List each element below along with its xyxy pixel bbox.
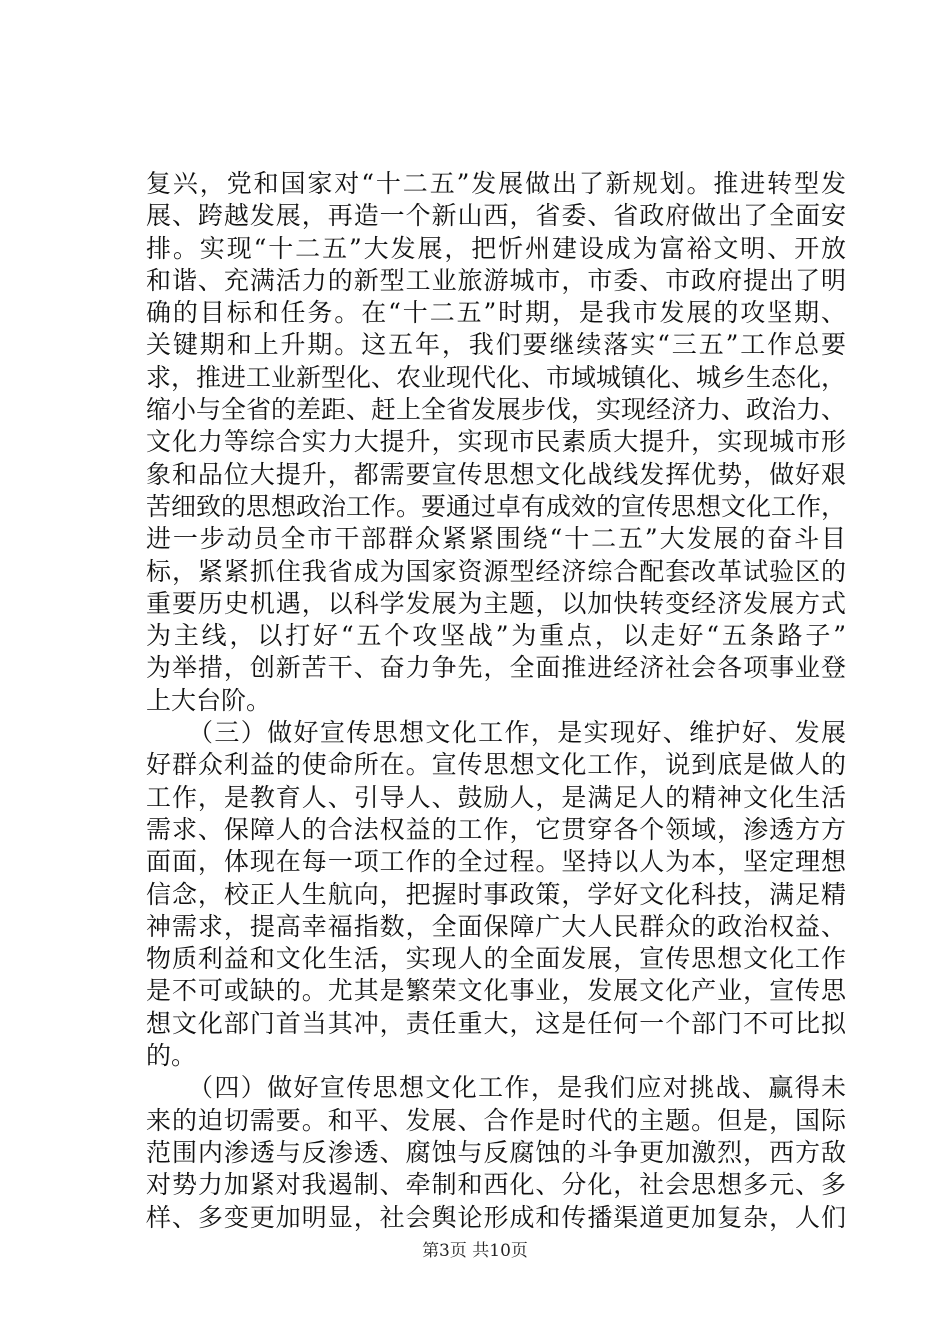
body-text	[146, 168, 846, 1234]
paragraph-first-line: （四）做好宣传思想文化工作，是我们应对挑战、赢得未	[188, 1073, 846, 1103]
text-line: 重要历史机遇，以科学发展为主题，以加快转变经济发展方式	[146, 588, 846, 618]
text-line: 上大台阶。	[146, 685, 272, 715]
text-line: 工作，是教育人、引导人、鼓励人，是满足人的精神文化生活	[146, 782, 846, 812]
text-line: 需求、保障人的合法权益的工作，它贯穿各个领域，渗透方方	[146, 814, 846, 844]
paragraph-first-line: （三）做好宣传思想文化工作，是实现好、维护好、发展	[188, 718, 846, 748]
text-line: 信念，校正人生航向，把握时事政策，学好文化科技，满足精	[146, 879, 846, 909]
text-line: 样、多变更加明显，社会舆论形成和传播渠道更加复杂，人们	[146, 1202, 846, 1232]
text-line: 排。实现“十二五”大发展，把忻州建设成为富裕文明、开放	[146, 233, 846, 263]
page-footer	[0, 1240, 950, 1262]
text-line: 面面，体现在每一项工作的全过程。坚持以人为本，坚定理想	[146, 847, 846, 877]
text-line: 缩小与全省的差距、赶上全省发展步伐，实现经济力、政治力、	[146, 395, 847, 425]
text-line: 想文化部门首当其冲，责任重大，这是任何一个部门不可比拟	[146, 1008, 846, 1038]
text-line: 神需求，提高幸福指数，全面保障广大人民群众的政治权益、	[146, 911, 846, 941]
text-line: 是不可或缺的。尤其是繁荣文化事业，发展文化产业，宣传思	[146, 976, 846, 1006]
text-line: 范围内渗透与反渗透、腐蚀与反腐蚀的斗争更加激烈，西方敌	[146, 1137, 846, 1167]
text-line: 关键期和上升期。这五年，我们要继续落实“三五”工作总要	[146, 330, 846, 360]
text-line: 文化力等综合实力大提升，实现市民素质大提升，实现城市形	[146, 427, 846, 457]
page-number-label: 第3页 共10页	[422, 1241, 528, 1261]
text-line: 确的目标和任务。在“十二五”时期，是我市发展的攻坚期、	[146, 298, 846, 328]
text-line: 求，推进工业新型化、农业现代化、市域城镇化、城乡生态化，	[146, 362, 847, 392]
text-line: 展、跨越发展，再造一个新山西，省委、省政府做出了全面安	[146, 201, 846, 231]
text-line: 为主线，以打好“五个攻坚战”为重点，以走好“五条路子”	[146, 621, 846, 651]
text-line: 的。	[146, 1041, 197, 1071]
text-line: 好群众利益的使命所在。宣传思想文化工作，说到底是做人的	[146, 750, 846, 780]
text-line: 标，紧紧抓住我省成为国家资源型经济综合配套改革试验区的	[146, 556, 846, 586]
text-line: 苦细致的思想政治工作。要通过卓有成效的宣传思想文化工作，	[146, 491, 847, 521]
text-line: 物质利益和文化生活，实现人的全面发展，宣传思想文化工作	[146, 944, 846, 974]
text-line: 和谐、充满活力的新型工业旅游城市，市委、市政府提出了明	[146, 265, 846, 295]
text-line: 来的迫切需要。和平、发展、合作是时代的主题。但是，国际	[146, 1105, 846, 1135]
text-line: 进一步动员全市干部群众紧紧围绕“十二五”大发展的奋斗目	[146, 524, 846, 554]
text-line: 为举措，创新苦干、奋力争先，全面推进经济社会各项事业登	[146, 653, 846, 683]
text-line: 对势力加紧对我遏制、牵制和西化、分化，社会思想多元、多	[146, 1170, 846, 1200]
text-line: 复兴，党和国家对“十二五”发展做出了新规划。推进转型发	[146, 169, 846, 198]
text-line: 象和品位大提升，都需要宣传思想文化战线发挥优势，做好艰	[146, 459, 846, 489]
